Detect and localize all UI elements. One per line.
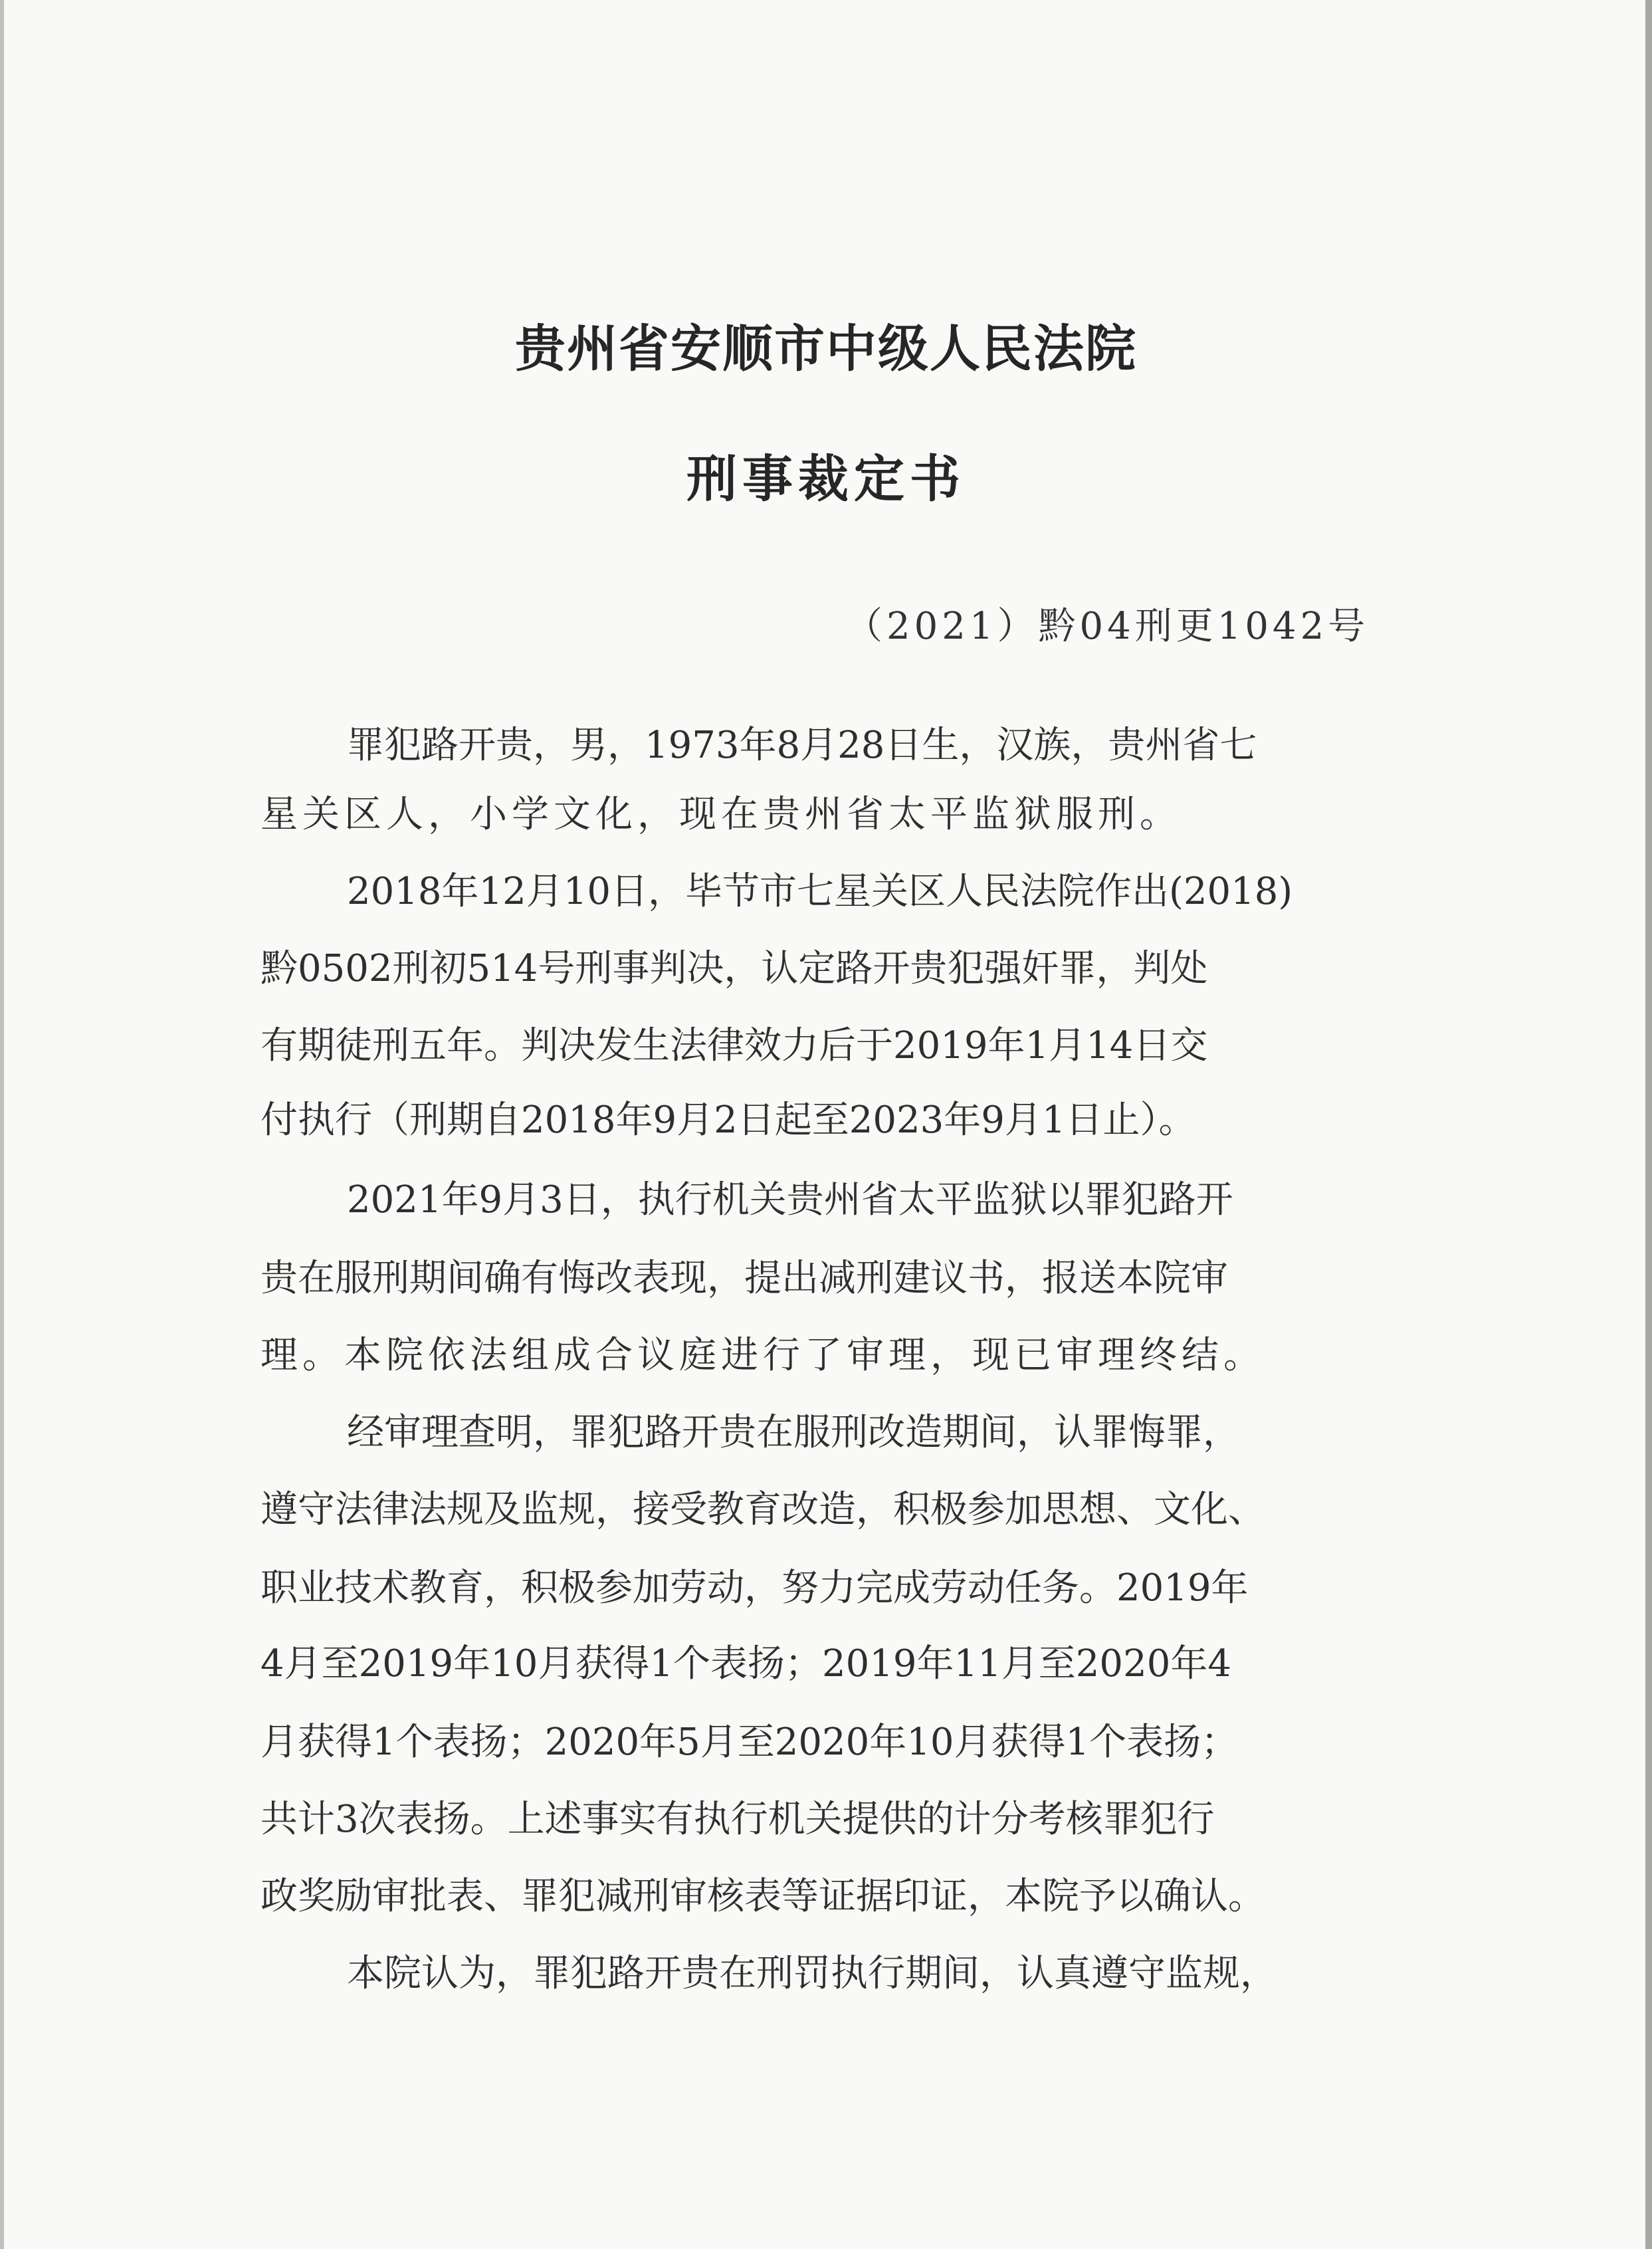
body-line: 职业技术教育，积极参加劳动，努力完成劳动任务。2019年 — [260, 1566, 1249, 1610]
court-name-heading: 贵州省安顺市中级人民法院 — [515, 319, 1137, 378]
body-line: 黔0502刑初514号刑事判决，认定路开贵犯强奸罪，判处 — [260, 947, 1208, 990]
document-type-heading: 刑事裁定书 — [686, 449, 966, 508]
body-line: 理。本院依法组成合议庭进行了审理，现已审理终结。 — [260, 1334, 1265, 1377]
body-line: 政奖励审批表、罪犯减刑审核表等证据印证，本院予以确认。 — [260, 1875, 1265, 1918]
body-line: 2021年9月3日，执行机关贵州省太平监狱以罪犯路开 — [347, 1178, 1233, 1222]
body-line: 星关区人，小学文化，现在贵州省太平监狱服刑。 — [260, 793, 1182, 836]
body-line: 月获得1个表扬；2020年5月至2020年10月获得1个表扬； — [260, 1721, 1239, 1764]
case-number: （2021）黔04刑更1042号 — [845, 605, 1370, 648]
body-line: 付执行（刑期自2018年9月2日起至2023年9月1日止）。 — [260, 1099, 1196, 1142]
body-line: 罪犯路开贵，男，1973年8月28日生，汉族，贵州省七 — [347, 724, 1257, 767]
body-line: 4月至2019年10月获得1个表扬；2019年11月至2020年4 — [260, 1642, 1231, 1685]
body-line: 本院认为，罪犯路开贵在刑罚执行期间，认真遵守监规， — [347, 1952, 1277, 1995]
body-line: 有期徒刑五年。判决发生法律效力后于2019年1月14日交 — [260, 1024, 1208, 1067]
body-line: 贵在服刑期间确有悔改表现，提出减刑建议书，报送本院审 — [260, 1257, 1228, 1300]
body-line: 共计3次表扬。上述事实有执行机关提供的计分考核罪犯行 — [260, 1798, 1215, 1841]
body-line: 遵守法律法规及监规，接受教育改造，积极参加思想、文化、 — [260, 1488, 1265, 1531]
body-line: 经审理查明，罪犯路开贵在服刑改造期间，认罪悔罪， — [347, 1411, 1240, 1454]
body-line: 2018年12月10日，毕节市七星关区人民法院作出(2018) — [347, 870, 1293, 913]
